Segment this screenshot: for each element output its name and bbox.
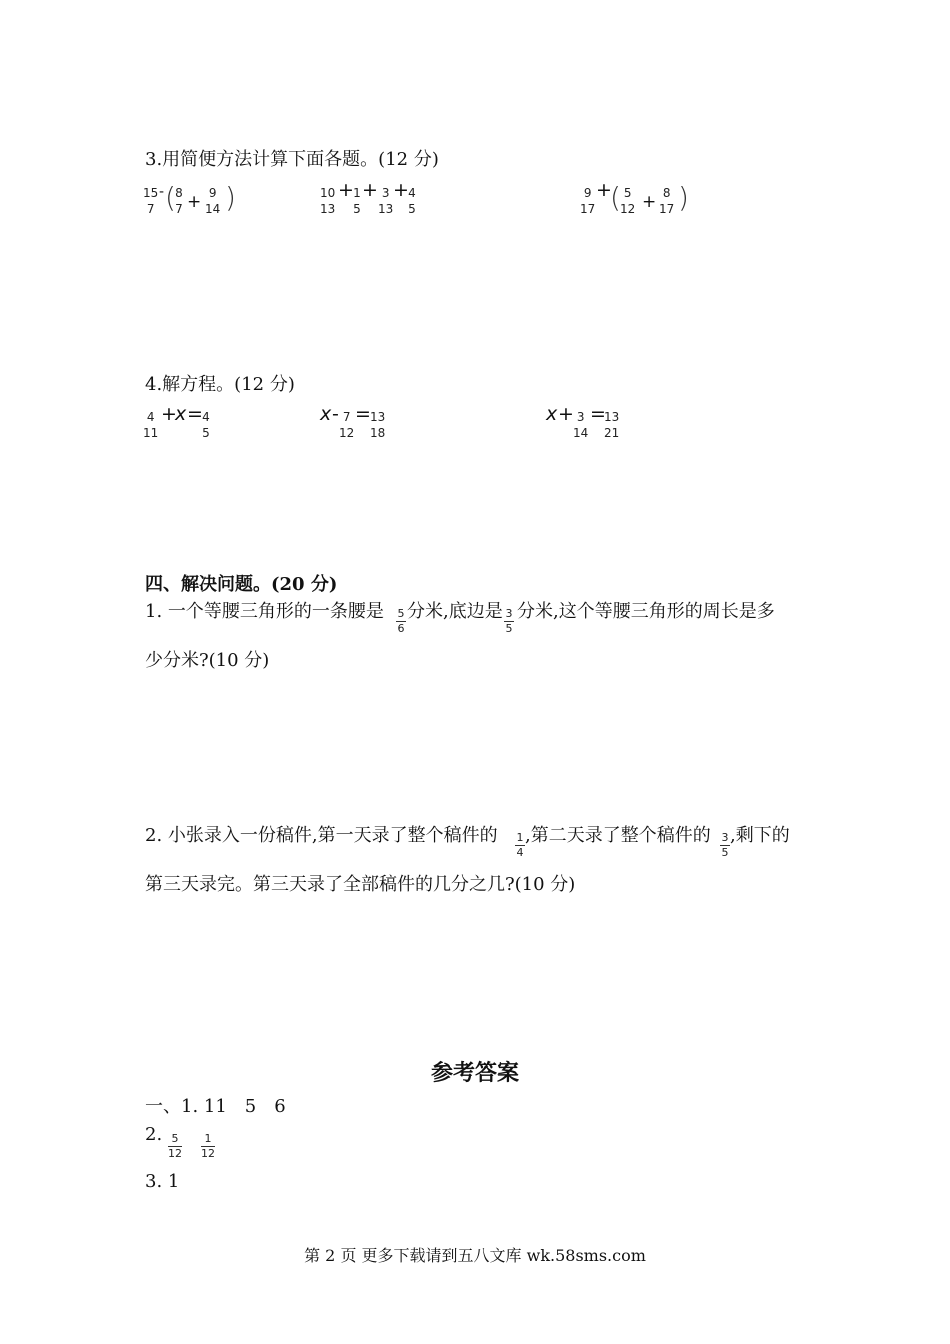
section3-heading: 3.用简便方法计算下面各题。(12 分) <box>145 149 439 170</box>
problem-2-text-b: ,第二天录了整个稿件的 <box>525 825 711 846</box>
problem-2-line-2: 第三天录完。第三天录了全部稿件的几分之几?(10 分) <box>145 874 576 895</box>
operator: + <box>596 179 612 201</box>
fraction: 3 5 <box>721 832 729 859</box>
equals-sign: = <box>590 403 606 425</box>
problem-1-text-a: 1. 一个等腰三角形的一条腰是 <box>145 601 384 622</box>
operator: - <box>159 184 165 200</box>
fraction: 13 18 <box>370 410 386 437</box>
fraction: 4 5 <box>202 410 210 437</box>
answers-title: 参考答案 <box>430 1060 519 1086</box>
problem-2-text-c: ,剩下的 <box>730 825 790 846</box>
fraction: 15 7 <box>143 186 159 213</box>
variable-x: x <box>320 403 332 425</box>
fraction: 5 12 <box>168 1133 182 1160</box>
problem-1-text-b: 分米,底边是 <box>407 601 503 622</box>
operator: - <box>332 403 339 425</box>
equals-sign: = <box>355 403 371 425</box>
fraction: 10 13 <box>320 186 336 213</box>
fraction: 9 17 <box>580 186 596 213</box>
answers-line-1: 一、1. 11 5 6 <box>145 1096 286 1117</box>
operator: + <box>642 192 657 212</box>
answers-line-2-label: 2. <box>145 1124 163 1145</box>
fraction: 1 5 <box>353 186 361 213</box>
fraction: 5 12 <box>620 186 636 213</box>
fraction: 3 5 <box>505 608 513 635</box>
right-paren: ) <box>225 181 236 214</box>
operator: + <box>338 179 354 201</box>
fraction: 9 14 <box>205 186 221 213</box>
problem-1-line-2: 少分米?(10 分) <box>145 650 270 671</box>
variable-x: x <box>175 403 187 425</box>
page-footer: 第 2 页 更多下载请到五八文库 wk.58sms.com <box>304 1246 646 1265</box>
operator: + <box>393 179 409 201</box>
fraction: 1 4 <box>516 832 524 859</box>
fraction: 7 12 <box>339 410 355 437</box>
fraction: 3 13 <box>378 186 394 213</box>
fraction: 13 21 <box>604 410 620 437</box>
operator: + <box>362 179 378 201</box>
fraction: 5 6 <box>397 608 405 635</box>
operator: + <box>161 403 177 425</box>
answers-line-3: 3. 1 <box>145 1171 180 1192</box>
left-paren: ( <box>165 181 176 214</box>
operator: + <box>558 403 574 425</box>
problem-2-text-a: 2. 小张录入一份稿件,第一天录了整个稿件的 <box>145 825 498 846</box>
equals-sign: = <box>187 403 203 425</box>
fraction: 8 7 <box>175 186 183 213</box>
fraction: 8 17 <box>659 186 675 213</box>
section-problems-heading: 四、解决问题。(20 分) <box>145 574 338 595</box>
fraction: 4 5 <box>408 186 416 213</box>
fraction: 3 14 <box>573 410 589 437</box>
left-paren: ( <box>610 181 621 214</box>
fraction: 4 11 <box>143 410 159 437</box>
operator: + <box>187 192 202 212</box>
fraction: 1 12 <box>201 1133 215 1160</box>
problem-1-text-c: 分米,这个等腰三角形的周长是多 <box>517 601 775 622</box>
right-paren: ) <box>678 181 689 214</box>
section4-heading: 4.解方程。(12 分) <box>145 374 295 395</box>
variable-x: x <box>546 403 558 425</box>
